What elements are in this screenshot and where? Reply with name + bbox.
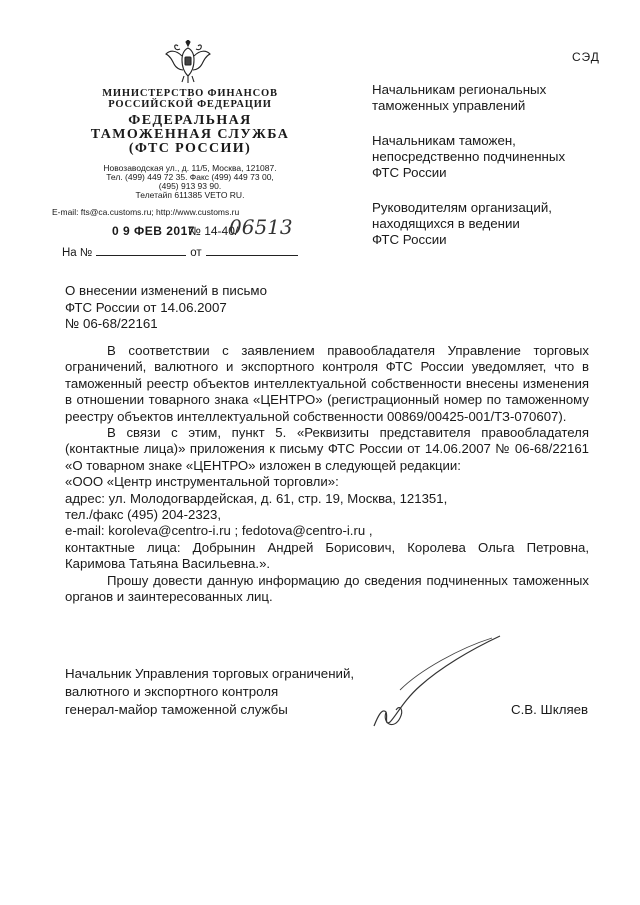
subject-line: № 06-68/22161 (65, 316, 158, 331)
addressee-line: непосредственно подчиненных (372, 149, 566, 164)
position-line: Начальник Управления торговых ограничений, (65, 666, 355, 681)
registration-number-handwritten: 06513 (229, 215, 293, 239)
addressee-line: Начальникам таможен, (372, 133, 516, 148)
addressee-line: таможенных управлений (372, 98, 526, 113)
addressee-block (372, 133, 612, 181)
ref-number-label: На № (62, 247, 93, 259)
letterhead (70, 88, 310, 200)
registration-date: 0 9 ФЕВ 2017 (112, 224, 195, 238)
addressees (372, 82, 612, 267)
ministry-line: РОССИЙСКОЙ ФЕДЕРАЦИИ (108, 99, 272, 110)
addressee-line: Руководителям организаций, (372, 200, 552, 215)
addressee-line: находящихся в ведении (372, 216, 520, 231)
document-system-tag: СЭД (572, 50, 600, 64)
handwritten-signature (360, 630, 520, 740)
contact-persons: контактные лица: Добрынин Андрей Борисович, Королева Ольга Петровна, Каримова Татьяна Васильевна.». (65, 539, 589, 572)
letter-body (65, 343, 589, 606)
contact-line: e-mail: koroleva@centro-i.ru ; fedotova@centro-i.ru , (65, 523, 373, 539)
service-line: (ФТС РОССИИ) (128, 141, 252, 156)
ref-number-blank (96, 254, 186, 256)
contact-line: тел./факс (495) 204-2323, (65, 507, 222, 523)
ref-date-blank (206, 254, 298, 256)
addressee-block (372, 200, 612, 248)
body-paragraph: В связи с этим, пункт 5. «Реквизиты представителя правообладателя (контактные лица)» приложения к письму ФТС России от 14.06.2007 № 06-68/22161 «О товарном знаке «ЦЕНТРО» изложен в следующей редакции: (65, 425, 589, 473)
reference-line (62, 247, 302, 259)
ministry-line: МИНИСТЕРСТВО ФИНАНСОВ (102, 88, 278, 99)
signatory-position (65, 665, 354, 719)
addressee-line: ФТС России (372, 232, 447, 247)
body-paragraph: В соответствии с заявлением правообладателя Управление торговых ограничений, валютного и экспортного контроля ФТС России уведомляет, что в таможенный реестр объектов интеллектуальной собственности внесены изменения в отношении товарного знака «ЦЕНТРО» (регистрационный номер по таможенному реестру объектов интеллектуальной собственности 00869/00425-001/ТЗ-070607). (65, 343, 589, 424)
registration-number-prefix: № 14-40/ (188, 224, 239, 238)
subject-line: О внесении изменений в письмо (65, 283, 267, 298)
service-line: ТАМОЖЕННАЯ СЛУЖБА (90, 127, 290, 142)
service-email: E-mail: fts@ca.customs.ru; http://www.customs.ru (52, 207, 240, 217)
signatory-name: С.В. Шкляев (511, 702, 589, 717)
body-paragraph: Прошу довести данную информацию до сведения подчиненных таможенных органов и заинтересованных лиц. (65, 572, 589, 605)
service-line: ФЕДЕРАЛЬНАЯ (128, 113, 252, 128)
contact-line: «ООО «Центр инструментальной торговли»: (65, 474, 339, 490)
position-line: валютного и экспортного контроля (65, 684, 279, 699)
position-line: генерал-майор таможенной службы (65, 702, 288, 717)
subject-line: ФТС России от 14.06.2007 (65, 299, 227, 315)
letter-subject (65, 283, 267, 333)
addressee-block (372, 82, 612, 114)
address-line: Тел. (499) 449 72 35. Факс (499) 449 73 00, (106, 172, 274, 182)
addressee-line: ФТС России (372, 165, 447, 180)
address-line: (495) 913 93 90. (158, 181, 222, 191)
service-address (70, 164, 310, 200)
ref-date-label: от (190, 247, 202, 259)
contact-line: адрес: ул. Молодогвардейская, д. 61, стр. 19, Москва, 121351, (65, 490, 448, 506)
address-line: Новозаводская ул., д. 11/5, Москва, 121087. (103, 163, 277, 173)
service-name (70, 114, 310, 156)
addressee-line: Начальникам региональных (372, 82, 547, 97)
ministry-name (70, 88, 310, 110)
double-headed-eagle-emblem-icon (164, 40, 212, 84)
address-line: Телетайп 611385 VETO RU. (135, 190, 245, 200)
